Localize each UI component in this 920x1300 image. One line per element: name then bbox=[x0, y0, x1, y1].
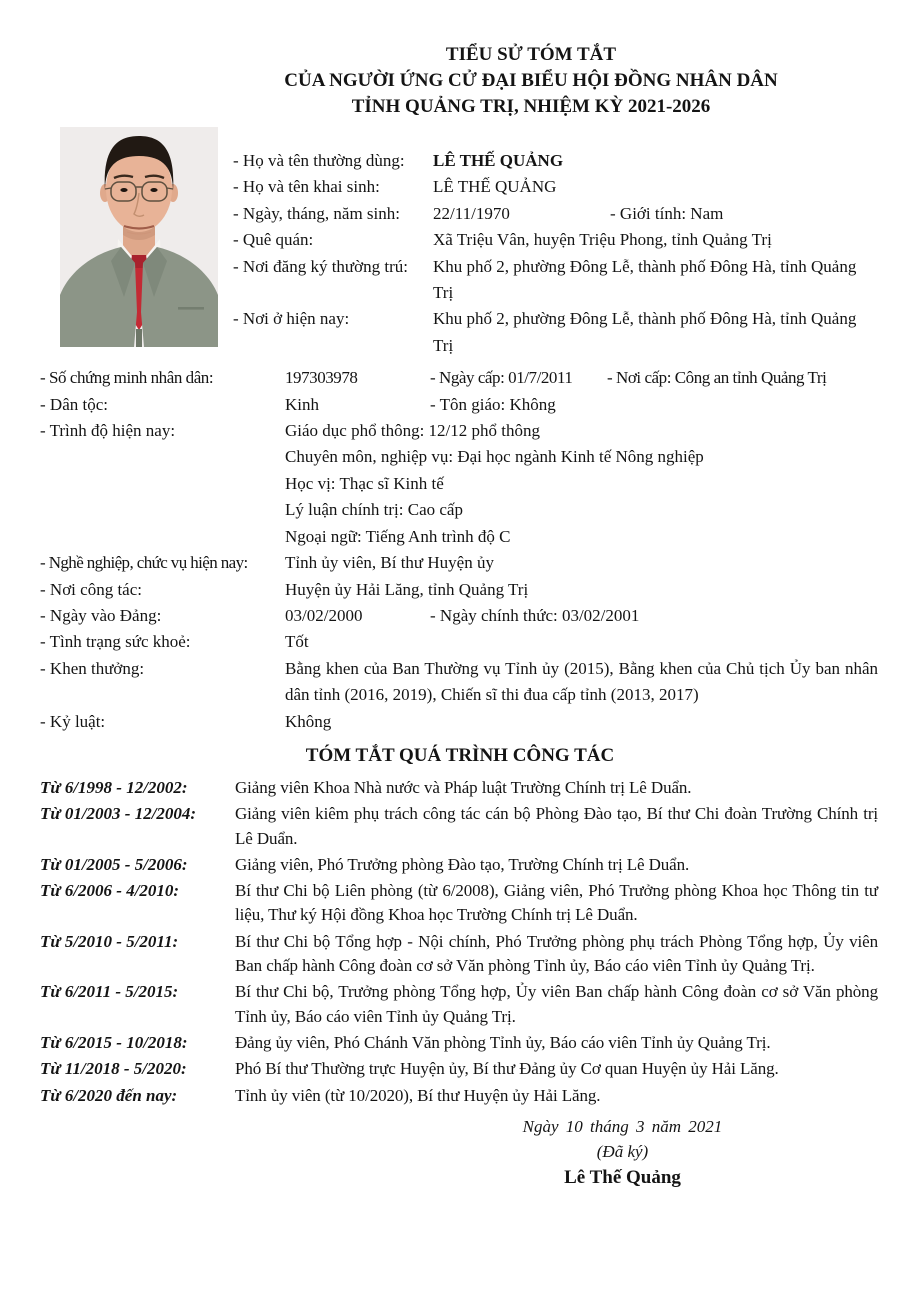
field-value: Kinh bbox=[285, 394, 319, 414]
career-period: Từ 01/2005 - 5/2006: bbox=[40, 854, 188, 874]
field-label: - Trình độ hiện nay: bbox=[40, 421, 176, 441]
document-title bbox=[181, 42, 881, 120]
info-row-common-name bbox=[233, 148, 878, 174]
career-row bbox=[40, 1084, 878, 1108]
career-period: Từ 01/2003 - 12/2004: bbox=[40, 804, 197, 824]
education-subline: Chuyên môn, nghiệp vụ: Đại học ngành Kinh tế Nông nghiệp bbox=[285, 447, 704, 467]
field-label: - Khen thưởng: bbox=[40, 658, 145, 678]
field-value-religion: - Tôn giáo: Không bbox=[430, 394, 556, 414]
info-row-hometown bbox=[233, 227, 878, 253]
career-row bbox=[40, 853, 878, 877]
field-label: - Họ và tên thường dùng: bbox=[233, 151, 405, 170]
field-value: Tốt bbox=[285, 632, 309, 652]
field-label: - Ngày vào Đảng: bbox=[40, 605, 162, 625]
info-row-awards bbox=[40, 656, 878, 709]
career-description: Tỉnh ủy viên (từ 10/2020), Bí thư Huyện ủy Hải Lăng. bbox=[235, 1085, 601, 1105]
title-line-1: TIỂU SỬ TÓM TẮT bbox=[445, 44, 617, 65]
field-value: Khu phố 2, phường Đông Lễ, thành phố Đông Hà, tỉnh Quảng Trị bbox=[433, 256, 857, 303]
career-period: Từ 6/2020 đến nay: bbox=[40, 1085, 178, 1105]
signature-date: Ngày 10 tháng 3 năm 2021 bbox=[522, 1116, 723, 1136]
info-row-registered-residence bbox=[233, 254, 878, 307]
field-label: - Nơi công tác: bbox=[40, 579, 142, 599]
field-value: Xã Triệu Vân, huyện Triệu Phong, tỉnh Quảng Trị bbox=[433, 230, 772, 250]
career-description: Bí thư Chi bộ Tổng hợp - Nội chính, Phó Trưởng phòng phụ trách Phòng Tổng hợp, Ủy viên Ban chấp hành Công đoàn cơ sở Văn phòng Tỉnh ủy, Báo cáo viên Tỉnh ủy Quảng Trị. bbox=[235, 931, 878, 976]
portrait-photo-drawing bbox=[60, 127, 218, 347]
career-description: Giảng viên, Phó Trưởng phòng Đào tạo, Trường Chính trị Lê Duẩn. bbox=[235, 854, 690, 874]
field-value: LÊ THẾ QUẢNG bbox=[433, 177, 557, 197]
info-row-current-residence bbox=[233, 306, 878, 359]
field-value-issue-place: - Nơi cấp: Công an tỉnh Quảng Trị bbox=[607, 368, 827, 388]
field-value: 03/02/2000 bbox=[285, 605, 363, 625]
education-subline: Học vị: Thạc sĩ Kinh tế bbox=[285, 473, 444, 493]
top-section bbox=[60, 127, 878, 359]
field-value: Giáo dục phổ thông: 12/12 phổ thông bbox=[285, 421, 540, 441]
personal-info-top bbox=[233, 127, 878, 359]
career-row bbox=[40, 1057, 878, 1081]
career-description: Giảng viên Khoa Nhà nước và Pháp luật Trường Chính trị Lê Duẩn. bbox=[235, 777, 692, 797]
field-value: Bằng khen của Ban Thường vụ Tỉnh ủy (2015), Bằng khen của Chủ tịch Ủy ban nhân dân tỉnh (2016, 2019), Chiến sĩ thi đua cấp tỉnh (2013, 2017) bbox=[285, 658, 878, 705]
education-subline: Lý luận chính trị: Cao cấp bbox=[285, 500, 463, 520]
career-description: Bí thư Chi bộ Liên phòng (từ 6/2008), Giảng viên, Phó Trưởng phòng Khoa học Thông tin tư liệu, Thư ký Hội đồng Khoa học Trường Chính trị Lê Duẩn. bbox=[235, 881, 878, 925]
field-value: Không bbox=[285, 711, 332, 731]
info-row-birth-date bbox=[233, 201, 878, 227]
career-row bbox=[40, 1031, 878, 1055]
field-label: - Họ và tên khai sinh: bbox=[233, 177, 380, 197]
info-row-health bbox=[40, 629, 878, 655]
field-label: - Nơi đăng ký thường trú: bbox=[233, 256, 408, 276]
info-row-workplace bbox=[40, 577, 878, 603]
portrait-photo bbox=[60, 127, 218, 347]
info-row-party-date bbox=[40, 603, 878, 629]
info-row-ethnicity bbox=[40, 392, 878, 418]
career-period: Từ 5/2010 - 5/2011: bbox=[40, 931, 179, 951]
career-description: Bí thư Chi bộ, Trưởng phòng Tổng hợp, Ủy viên Ban chấp hành Công đoàn cơ sở Văn phòng Tỉnh ủy, Báo cáo viên Tỉnh ủy Quảng Trị. bbox=[235, 982, 878, 1026]
career-row bbox=[40, 879, 878, 928]
field-value-official-date: - Ngày chính thức: 03/02/2001 bbox=[430, 605, 640, 625]
signature-block bbox=[365, 1114, 880, 1191]
field-value: Tỉnh ủy viên, Bí thư Huyện ủy bbox=[285, 553, 494, 573]
signer-name: Lê Thế Quảng bbox=[564, 1166, 681, 1188]
field-label: - Dân tộc: bbox=[40, 394, 108, 414]
career-period: Từ 6/2006 - 4/2010: bbox=[40, 881, 180, 901]
info-row-education bbox=[40, 418, 878, 550]
info-row-occupation bbox=[40, 550, 878, 576]
career-period: Từ 6/2011 - 5/2015: bbox=[40, 982, 179, 1002]
personal-info-main bbox=[40, 365, 878, 735]
field-value: Huyện ủy Hải Lăng, tỉnh Quảng Trị bbox=[285, 579, 529, 599]
signed-note: (Đã ký) bbox=[596, 1141, 649, 1161]
field-label: - Nghề nghiệp, chức vụ hiện nay: bbox=[40, 553, 248, 573]
career-timeline bbox=[40, 776, 878, 1108]
field-label: - Quê quán: bbox=[233, 230, 314, 250]
info-row-birth-name bbox=[233, 174, 878, 200]
field-label: - Nơi ở hiện nay: bbox=[233, 309, 350, 329]
field-value: LÊ THẾ QUẢNG bbox=[433, 151, 564, 170]
career-description: Đảng ủy viên, Phó Chánh Văn phòng Tỉnh ủy, Báo cáo viên Tỉnh ủy Quảng Trị. bbox=[235, 1032, 771, 1052]
career-row bbox=[40, 980, 878, 1029]
career-row bbox=[40, 802, 878, 851]
title-line-3: TỈNH QUẢNG TRỊ, NHIỆM KỲ 2021-2026 bbox=[351, 96, 711, 117]
career-row bbox=[40, 930, 878, 979]
career-description: Phó Bí thư Thường trực Huyện ủy, Bí thư Đảng ủy Cơ quan Huyện ủy Hải Lăng. bbox=[235, 1059, 779, 1079]
career-description: Giảng viên kiêm phụ trách công tác cán bộ Phòng Đào tạo, Bí thư Chi đoàn Trường Chính trị Lê Duẩn. bbox=[235, 804, 878, 848]
field-label: - Tình trạng sức khoẻ: bbox=[40, 632, 191, 652]
field-value: 22/11/1970 bbox=[433, 203, 510, 223]
field-label: - Ngày, tháng, năm sinh: bbox=[233, 203, 400, 223]
info-row-discipline bbox=[40, 709, 878, 735]
field-label: - Số chứng minh nhân dân: bbox=[40, 368, 214, 388]
field-value: Khu phố 2, phường Đông Lễ, thành phố Đông Hà, tỉnh Quảng Trị bbox=[433, 309, 857, 355]
field-value-issue-date: - Ngày cấp: 01/7/2011 bbox=[430, 368, 573, 388]
info-row-id-number bbox=[40, 365, 878, 391]
field-value-gender: - Giới tính: Nam bbox=[610, 203, 724, 223]
field-value: 197303978 bbox=[285, 368, 358, 388]
field-label: - Kỷ luật: bbox=[40, 711, 106, 731]
career-period: Từ 6/2015 - 10/2018: bbox=[40, 1032, 188, 1052]
career-section-heading: TÓM TẮT QUÁ TRÌNH CÔNG TÁC bbox=[305, 744, 615, 766]
education-subline: Ngoại ngữ: Tiếng Anh trình độ C bbox=[285, 526, 511, 546]
career-period: Từ 11/2018 - 5/2020: bbox=[40, 1059, 187, 1079]
career-row bbox=[40, 776, 878, 800]
title-line-2: CỦA NGƯỜI ỨNG CỬ ĐẠI BIỂU HỘI ĐỒNG NHÂN DÂN bbox=[284, 70, 778, 91]
career-period: Từ 6/1998 - 12/2002: bbox=[40, 777, 188, 797]
